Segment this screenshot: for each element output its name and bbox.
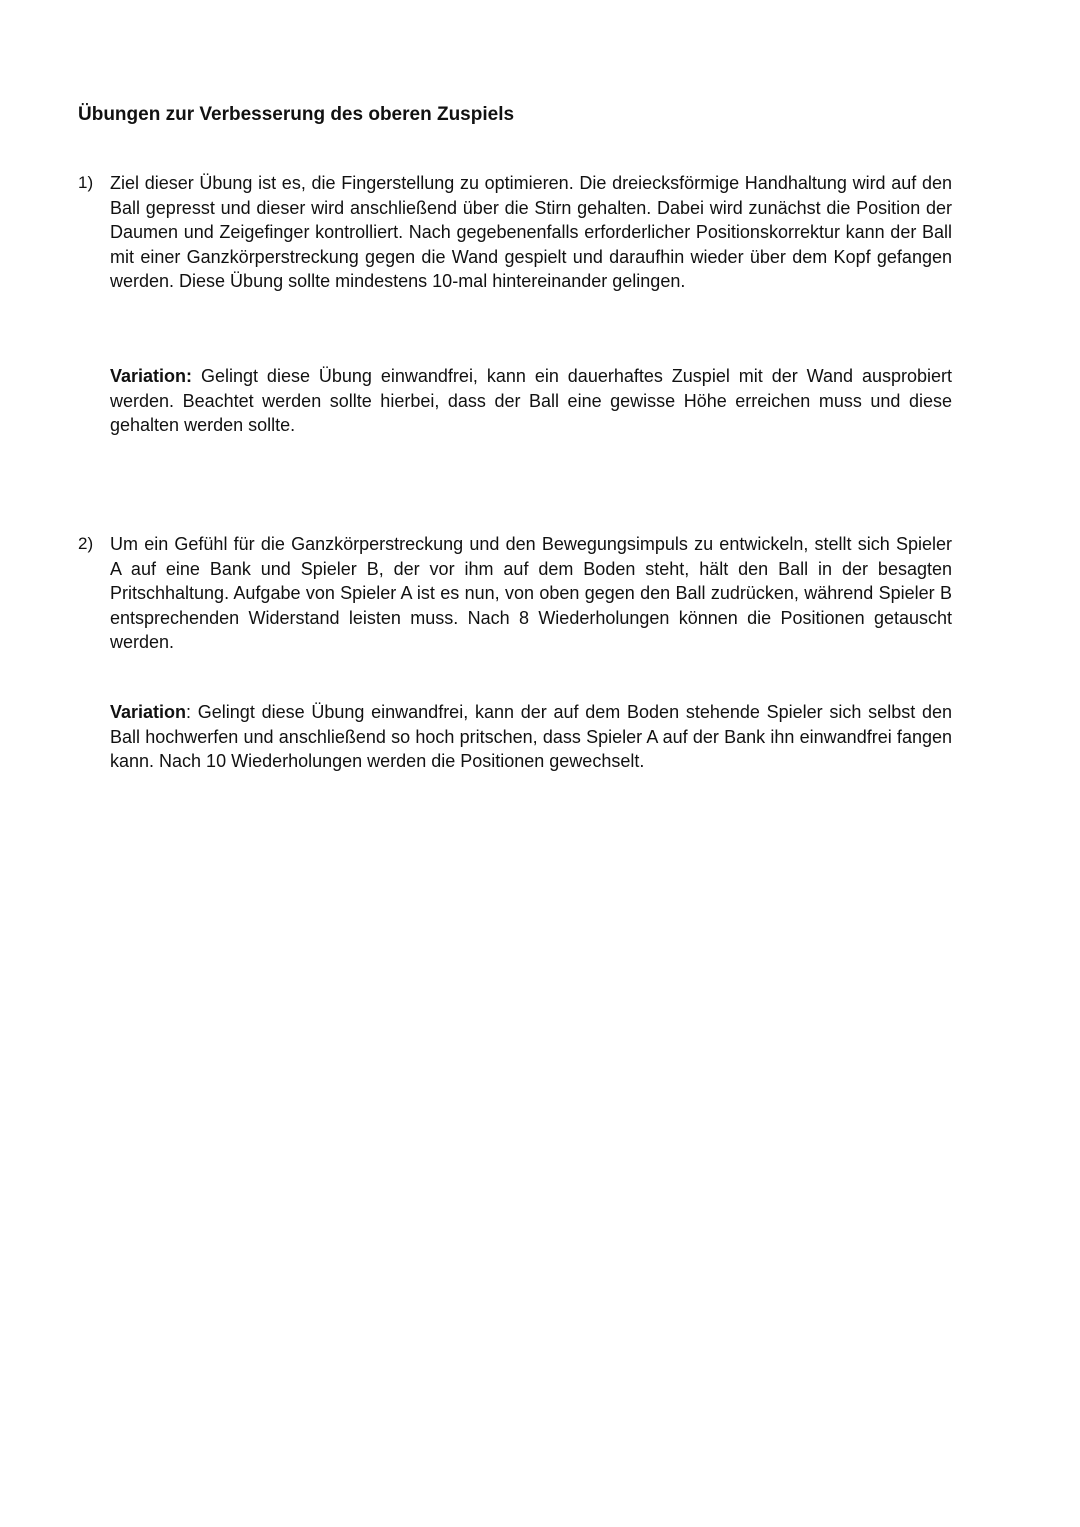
variation-text: : Gelingt diese Übung einwandfrei, kann der auf dem Boden stehende Spieler sich selbst den Ball hochwerfen und anschließend so hoch pritschen, dass Spieler A auf der Bank ihn einwandfrei fangen kann. Nach 10 Wiederholungen werden die Positionen gewechselt. [110,702,952,772]
exercise-number: 2) [78,534,94,553]
exercise-number: 1) [78,173,94,192]
exercise-item-1 [78,171,952,294]
document-title: Übungen zur Verbesserung des oberen Zuspiels [78,104,515,125]
variation-label: Variation: [110,366,193,386]
exercise-description: Ziel dieser Übung ist es, die Fingerstellung zu optimieren. Die dreiecksförmige Handhaltung wird auf den Ball gepresst und dieser wird anschließend über die Stirn gehalten. Dabei wird zunächst die Position der Daumen und Zeigefinger kontrolliert. Nach gegebenenfalls erforderlicher Positionskorrektur kann der Ball mit einer Ganzkörperstreckung gegen die Wand gespielt und daraufhin wieder über dem Kopf gefangen werden. Diese Übung sollte mindestens 10-mal hintereinander gelingen. [110,173,952,292]
exercise-description: Um ein Gefühl für die Ganzkörperstreckung und den Bewegungsimpuls zu entwickeln, stellt sich Spieler A auf eine Bank und Spieler B, der vor ihm auf dem Boden steht, hält den Ball in der besagten Pritschhaltung. Aufgabe von Spieler A ist es nun, von oben gegen den Ball zudrücken, während Spieler B entsprechenden Widerstand leisten muss. Nach 8 Wiederholungen können die Positionen getauscht werden. [110,534,952,653]
exercise-variation-2 [110,700,952,774]
variation-label: Variation [110,702,187,722]
exercise-item-2 [78,532,952,655]
exercise-variation-1 [110,364,952,438]
variation-text: Gelingt diese Übung einwandfrei, kann ein dauerhaftes Zuspiel mit der Wand ausprobiert werden. Beachtet werden sollte hierbei, dass der Ball eine gewisse Höhe erreichen muss und diese gehalten werden sollte. [110,366,952,436]
